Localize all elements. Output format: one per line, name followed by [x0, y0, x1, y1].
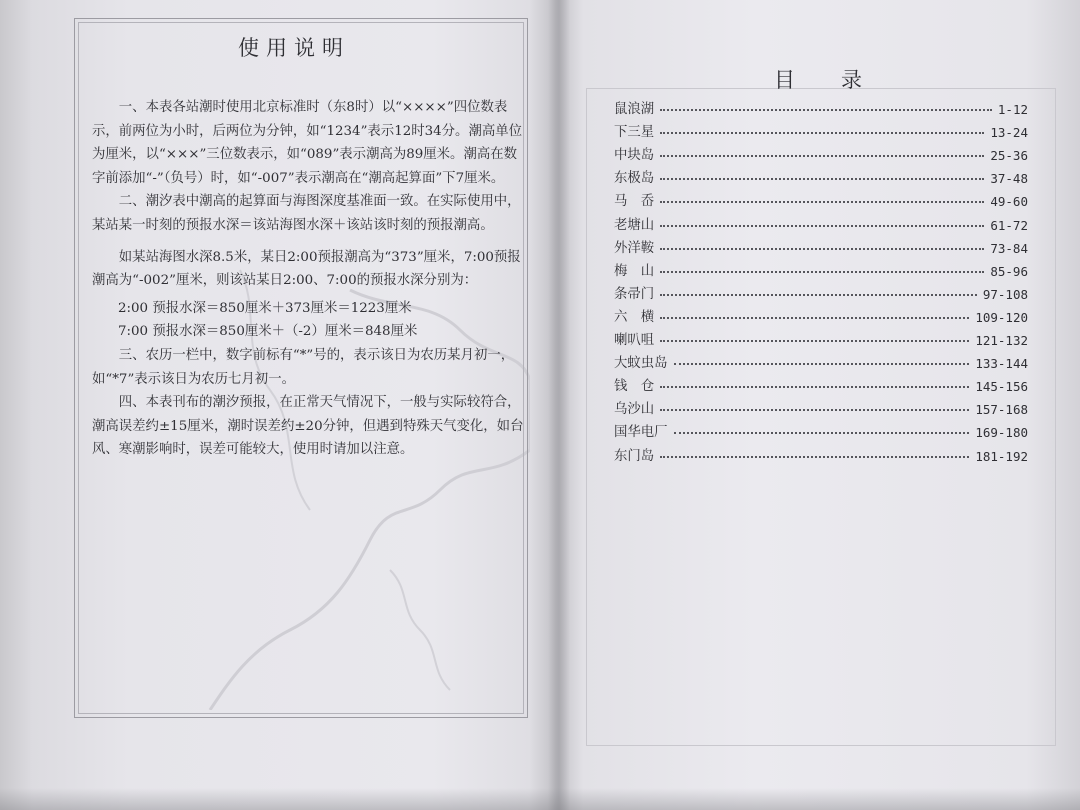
toc-dot-leader: [660, 386, 969, 388]
toc-station-name: 国华电厂: [614, 425, 668, 441]
paragraph: 三、农历一栏中，数字前标有“*”号的，表示该日为农历某月初一，如“*7”表示该日为农历七月初一。: [92, 347, 515, 387]
toc-page-range: 133-144: [975, 356, 1028, 372]
calculation-line: 2:00 预报水深＝850厘米＋373厘米＝1223厘米: [118, 300, 412, 316]
toc-station-name: 条帚门: [614, 286, 655, 302]
toc-dot-leader: [660, 317, 969, 319]
toc-page-range: 157-168: [975, 402, 1028, 418]
toc-page-range: 85-96: [990, 263, 1028, 279]
toc-row: [614, 302, 1028, 325]
toc-row: [614, 140, 1028, 163]
toc-page-range: 169-180: [975, 425, 1028, 441]
toc-row: [614, 417, 1028, 440]
toc-dot-leader: [674, 363, 970, 365]
toc-row: [614, 209, 1028, 232]
toc-station-name: 梅 山: [614, 263, 655, 279]
toc-row: [614, 94, 1028, 117]
toc-station-name: 六 横: [614, 309, 655, 325]
toc-dot-leader: [660, 225, 984, 227]
toc-row: [614, 348, 1028, 371]
toc-station-name: 大蚊虫岛: [614, 356, 668, 372]
toc-station-name: 下三星: [614, 125, 655, 141]
toc-dot-leader: [660, 155, 984, 157]
toc-page-range: 97-108: [982, 286, 1028, 302]
toc-page-range: 145-156: [975, 379, 1028, 395]
paragraph: 如某站海图水深8.5米，某日2:00预报潮高为“373”厘米，7:00预报潮高为“-002”厘米，则该站某日2:00、7:00的预报水深分别为：: [92, 249, 521, 289]
toc-dot-leader: [660, 132, 984, 134]
toc-page-range: 181-192: [975, 448, 1028, 464]
toc-station-name: 外洋鞍: [614, 240, 655, 256]
toc-row: [614, 233, 1028, 256]
paragraph: 四、本表刊布的潮汐预报，在正常天气情况下，一般与实际较符合，潮高误差约±15厘米，潮时误差约±20分钟，但遇到特殊天气变化，如台风、寒潮影响时，误差可能较大，使用时请加以注意。: [92, 395, 524, 458]
toc-dot-leader: [660, 201, 984, 203]
toc-row: [614, 163, 1028, 186]
instructions-body: [92, 96, 524, 462]
toc-page-range: 61-72: [990, 217, 1028, 233]
toc-row: [614, 256, 1028, 279]
toc-dot-leader: [660, 409, 969, 411]
toc-page-range: 37-48: [990, 171, 1028, 187]
toc-page-range: 13-24: [990, 125, 1028, 141]
toc-row: [614, 325, 1028, 348]
toc-title: 目录: [774, 68, 908, 92]
toc-row: [614, 279, 1028, 302]
toc-dot-leader: [660, 294, 977, 296]
toc-row: [614, 117, 1028, 140]
toc-dot-leader: [660, 456, 969, 458]
toc-page-range: 1-12: [997, 102, 1028, 118]
toc-dot-leader: [674, 432, 970, 434]
page-bottom-shadow: [0, 788, 1080, 810]
toc-station-name: 中块岛: [614, 148, 655, 164]
toc-row: [614, 186, 1028, 209]
toc-dot-leader: [660, 178, 984, 180]
toc-page-range: 121-132: [975, 333, 1028, 349]
calculation-line: 7:00 预报水深＝850厘米＋（-2）厘米＝848厘米: [118, 324, 418, 340]
toc-page-range: 73-84: [990, 240, 1028, 256]
toc-station-name: 东极岛: [614, 171, 655, 187]
toc-dot-leader: [660, 340, 969, 342]
table-of-contents: [614, 94, 1028, 464]
toc-row: [614, 371, 1028, 394]
toc-row: [614, 440, 1028, 463]
toc-page-range: 109-120: [975, 309, 1028, 325]
paragraph: 一、本表各站潮时使用北京标准时（东8时）以“××××”四位数表示，前两位为小时，后两位为分钟，如“1234”表示12时34分。潮高单位为厘米，以“×××”三位数表示，如“089”表示潮高为89厘米。潮高在数字前添加“-”（负号）时，如“-007”表示潮高在“潮高起算面”下7厘米。: [92, 100, 523, 186]
toc-page-range: 25-36: [990, 148, 1028, 164]
toc-station-name: 喇叭咀: [614, 333, 655, 349]
toc-station-name: 钱 仓: [614, 379, 655, 395]
toc-station-name: 东门岛: [614, 448, 655, 464]
toc-station-name: 马 岙: [614, 194, 655, 210]
toc-page-range: 49-60: [990, 194, 1028, 210]
toc-station-name: 乌沙山: [614, 402, 655, 418]
toc-row: [614, 394, 1028, 417]
toc-dot-leader: [660, 248, 984, 250]
toc-dot-leader: [660, 271, 984, 273]
toc-station-name: 鼠浪湖: [614, 102, 655, 118]
paragraph: 二、潮汐表中潮高的起算面与海图深度基准面一致。在实际使用中，某站某一时刻的预报水深＝该站海图水深＋该站该时刻的预报潮高。: [92, 194, 521, 233]
page-title: 使用说明: [238, 36, 350, 60]
toc-station-name: 老塘山: [614, 217, 655, 233]
toc-dot-leader: [660, 109, 992, 111]
book-gutter: [548, 0, 570, 810]
